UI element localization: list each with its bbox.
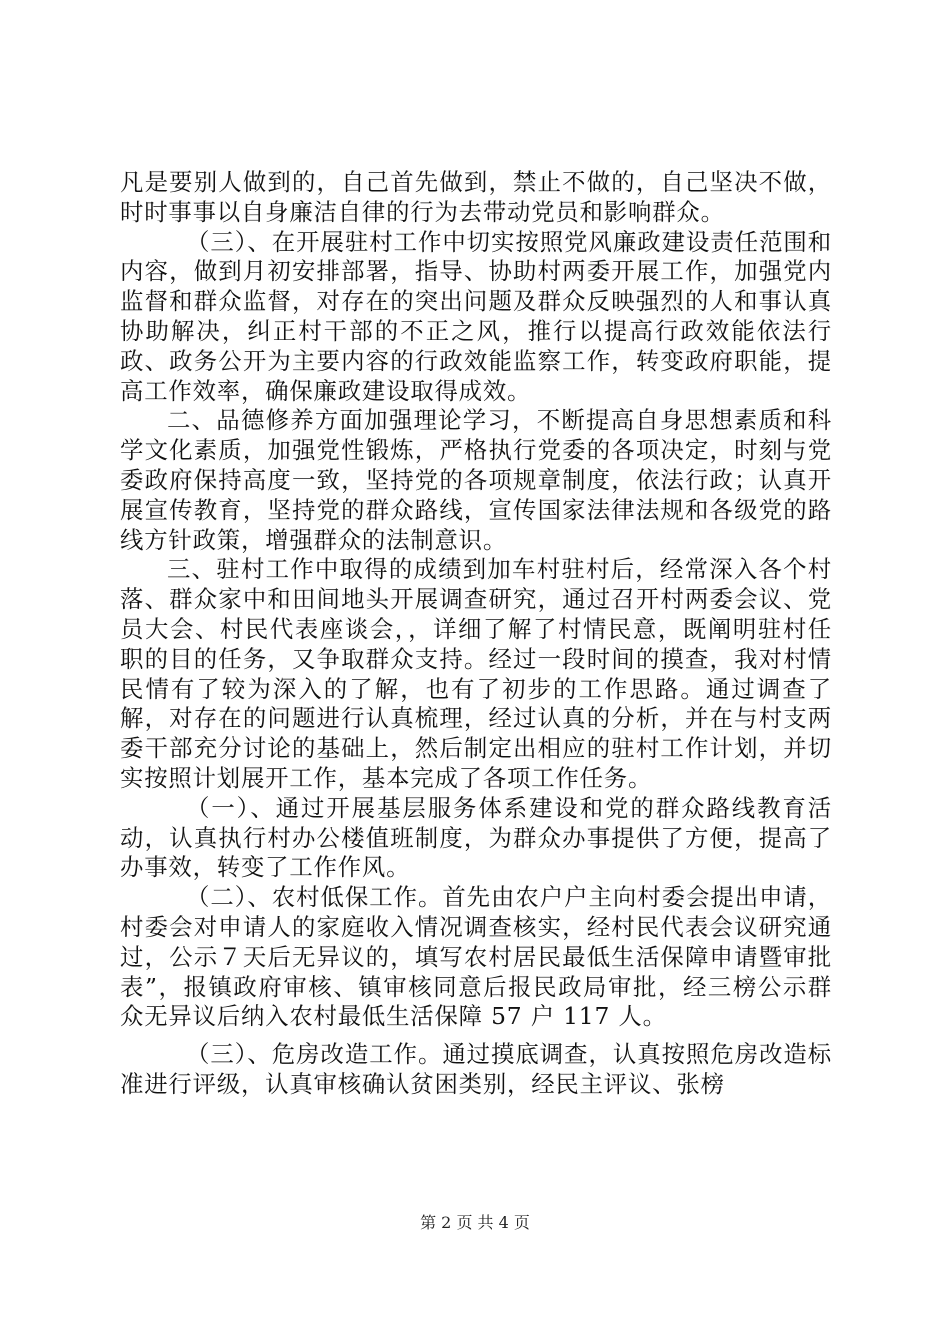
paragraph-continuation: 凡是要别人做到的，自己首先做到，禁止不做的，自己坚决不做，时时事事以自身廉洁自律的行为去带动党员和影响群众。 [120, 168, 832, 226]
document-body [120, 168, 832, 1100]
paragraph-subsection-1-service-system: （一）、通过开展基层服务体系建设和党的群众路线教育活动，认真执行村办公楼值班制度，为群众办事提供了方便，提高了办事效，转变了工作作风。 [120, 793, 832, 882]
paragraph-subsection-3-housing-renovation: （三）、危房改造工作。通过摸底调查，认真按照危房改造标准进行评级，认真审核确认贫困类别，经民主评议、张榜 [120, 1040, 832, 1098]
paragraph-subsection-2-rural-subsistence: （二）、农村低保工作。首先由农户户主向村委会提出申请，村委会对申请人的家庭收入情况调查核实，经村民代表会议研究通过，公示７天后无异议的，填写农村居民最低生活保障申请暨审批表”，报镇政府审核、镇审核同意后报民政局审批，经三榜公示群众无异议后纳入农村最低生活保障 57 户 117 人。 [120, 883, 832, 1031]
paragraph-part-3-achievements: 三、驻村工作中取得的成绩到加车村驻村后，经常深入各个村落、群众家中和田间地头开展调查研究，通过召开村两委会议、党员大会、村民代表座谈会，，详细了解了村情民意，既阐明驻村任职的目的任务，又争取群众支持。经过一段时间的摸查，我对村情民情有了较为深入的了解，也有了初步的工作思路。通过调查了解，对存在的问题进行认真梳理，经过认真的分析，并在与村支两委干部充分讨论的基础上，然后制定出相应的驻村工作计划，并切实按照计划展开工作，基本完成了各项工作任务。 [120, 555, 832, 792]
paragraph-section-3-discipline: （三）、在开展驻村工作中切实按照党风廉政建设责任范围和内容，做到月初安排部署，指导、协助村两委开展工作，加强党内监督和群众监督，对存在的突出问题及群众反映强烈的人和事认真协助解决，纠正村干部的不正之风，推行以提高行政效能依法行政、政务公开为主要内容的行政效能监察工作，转变政府职能，提高工作效率，确保廉政建设取得成效。 [120, 227, 832, 405]
page-footer: 第 2 页 共 4 页 [420, 1213, 530, 1232]
paragraph-part-2-moral-cultivation: 二、品德修养方面加强理论学习，不断提高自身思想素质和科学文化素质，加强党性锻炼，严格执行党委的各项决定，时刻与党委政府保持高度一致，坚持党的各项规章制度，依法行政；认真开展宣传教育，坚持党的群众路线，宣传国家法律法规和各级党的路线方针政策，增强群众的法制意识。 [120, 406, 832, 554]
